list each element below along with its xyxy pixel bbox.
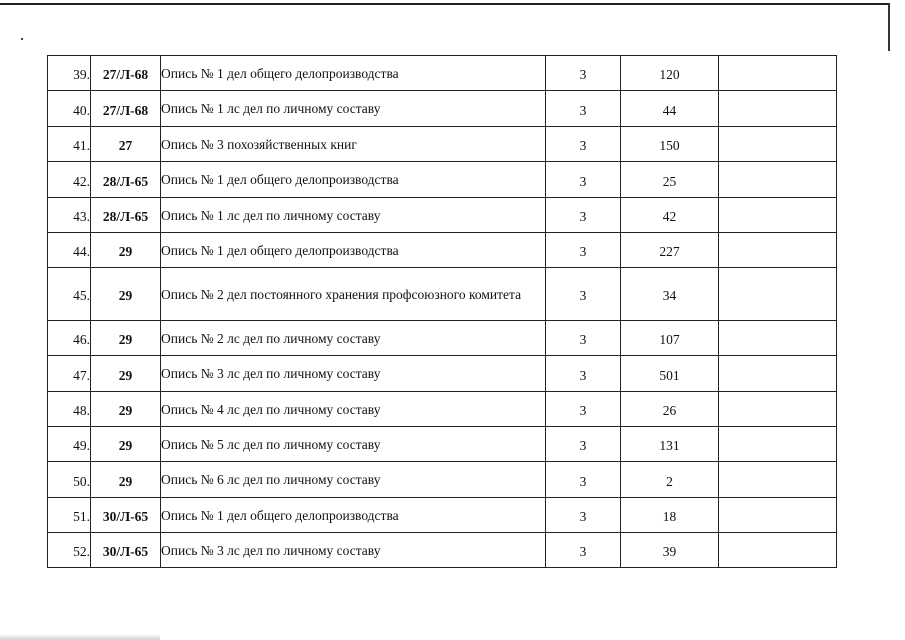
row-number-cell (48, 392, 91, 427)
row-number: 49. (73, 438, 90, 453)
fund-number: 30/Л-65 (102, 509, 149, 524)
row-number: 39. (73, 67, 90, 82)
inventory-name: Опись № 6 лс дел по личному составу (161, 462, 546, 498)
category-cell (546, 321, 621, 356)
count-cell (621, 127, 719, 162)
row-number-cell (48, 356, 91, 392)
table-row (48, 321, 837, 356)
category-value: 3 (579, 288, 587, 303)
row-number-cell (48, 127, 91, 162)
category-value: 3 (579, 244, 587, 259)
fund-number: 30/Л-65 (102, 544, 149, 559)
category-cell (546, 268, 621, 321)
count-cell (621, 321, 719, 356)
count-cell (621, 198, 719, 233)
fund-number: 29 (118, 438, 133, 453)
count-value: 25 (662, 173, 677, 189)
row-number-cell (48, 268, 91, 321)
category-cell (546, 462, 621, 498)
table-row (48, 356, 837, 392)
table-row (48, 198, 837, 233)
note-cell (719, 162, 837, 198)
row-number: 41. (73, 138, 90, 153)
count-value: 120 (659, 67, 680, 82)
count-cell (621, 56, 719, 91)
fund-number-cell (91, 127, 161, 162)
fund-number-cell (91, 162, 161, 198)
table-row (48, 268, 837, 321)
fund-number-cell (91, 392, 161, 427)
row-number-cell (48, 427, 91, 462)
fund-number-cell (91, 498, 161, 533)
category-value: 3 (579, 332, 587, 347)
note-cell (719, 198, 837, 233)
table-row (48, 233, 837, 268)
row-number: 44. (73, 244, 90, 259)
scan-speck (21, 38, 23, 40)
fund-number-cell (91, 91, 161, 127)
note-cell (719, 392, 837, 427)
fund-number: 29 (118, 244, 133, 259)
category-value: 3 (579, 438, 587, 453)
row-number-cell (48, 198, 91, 233)
row-number: 47. (73, 367, 90, 383)
table-row (48, 56, 837, 91)
fund-number-cell (91, 321, 161, 356)
fund-number-cell (91, 56, 161, 91)
table-row (48, 498, 837, 533)
note-cell (719, 233, 837, 268)
row-number: 50. (73, 473, 90, 489)
note-cell (719, 91, 837, 127)
count-value: 227 (659, 244, 680, 259)
row-number-cell (48, 233, 91, 268)
count-value: 39 (662, 544, 677, 559)
row-number: 46. (73, 332, 90, 347)
fund-number-cell (91, 268, 161, 321)
count-value: 42 (662, 209, 677, 224)
category-cell (546, 498, 621, 533)
inventory-name: Опись № 1 лс дел по личному составу (161, 198, 546, 233)
row-number-cell (48, 91, 91, 127)
note-cell (719, 127, 837, 162)
table-row (48, 162, 837, 198)
row-number-cell (48, 498, 91, 533)
category-cell (546, 198, 621, 233)
inventory-name: Опись № 4 лс дел по личному составу (161, 392, 546, 427)
scan-top-border (0, 3, 888, 5)
table-row (48, 127, 837, 162)
count-value: 501 (659, 367, 680, 383)
fund-number-cell (91, 462, 161, 498)
fund-number: 29 (118, 288, 133, 303)
row-number: 51. (73, 509, 90, 524)
scan-right-border (888, 3, 890, 51)
inventory-name: Опись № 1 дел общего делопроизводства (161, 498, 546, 533)
table-row (48, 427, 837, 462)
category-value: 3 (579, 367, 587, 383)
inventory-name: Опись № 3 лс дел по личному составу (161, 533, 546, 568)
fund-number-cell (91, 356, 161, 392)
note-cell (719, 462, 837, 498)
inventory-name: Опись № 2 лс дел по личному составу (161, 321, 546, 356)
note-cell (719, 56, 837, 91)
fund-number: 27/Л-68 (102, 102, 149, 118)
category-value: 3 (579, 473, 587, 489)
inventory-name: Опись № 5 лс дел по личному составу (161, 427, 546, 462)
count-value: 44 (662, 102, 677, 118)
fund-number-cell (91, 198, 161, 233)
inventory-name: Опись № 3 лс дел по личному составу (161, 356, 546, 392)
table-row (48, 392, 837, 427)
category-cell (546, 392, 621, 427)
fund-number: 29 (118, 403, 133, 418)
row-number: 48. (73, 403, 90, 418)
count-cell (621, 356, 719, 392)
row-number-cell (48, 162, 91, 198)
category-cell (546, 127, 621, 162)
category-value: 3 (579, 544, 587, 559)
count-value: 107 (659, 332, 680, 347)
inventory-name: Опись № 3 похозяйственных книг (161, 127, 546, 162)
row-number-cell (48, 533, 91, 568)
count-cell (621, 462, 719, 498)
count-cell (621, 162, 719, 198)
category-cell (546, 91, 621, 127)
fund-number: 29 (118, 473, 133, 489)
table-row (48, 462, 837, 498)
note-cell (719, 498, 837, 533)
count-cell (621, 533, 719, 568)
fund-number: 29 (118, 332, 133, 347)
count-cell (621, 498, 719, 533)
fund-number-cell (91, 427, 161, 462)
count-value: 131 (659, 438, 680, 453)
fund-number: 28/Л-65 (102, 209, 149, 224)
note-cell (719, 321, 837, 356)
count-value: 34 (662, 288, 677, 303)
category-value: 3 (579, 138, 587, 153)
category-cell (546, 233, 621, 268)
inventory-name: Опись № 1 дел общего делопроизводства (161, 56, 546, 91)
category-value: 3 (579, 102, 587, 118)
note-cell (719, 533, 837, 568)
count-value: 150 (659, 138, 680, 153)
row-number: 40. (73, 102, 90, 118)
row-number: 45. (73, 288, 90, 303)
row-number-cell (48, 56, 91, 91)
category-value: 3 (579, 173, 587, 189)
fund-number: 27/Л-68 (102, 67, 149, 82)
row-number: 52. (73, 544, 90, 559)
fund-number-cell (91, 533, 161, 568)
inventory-table (47, 55, 837, 568)
category-value: 3 (579, 209, 587, 224)
category-cell (546, 162, 621, 198)
note-cell (719, 356, 837, 392)
count-value: 2 (666, 473, 673, 489)
count-cell (621, 233, 719, 268)
inventory-name: Опись № 1 дел общего делопроизводства (161, 233, 546, 268)
table-row (48, 91, 837, 127)
category-cell (546, 533, 621, 568)
category-value: 3 (579, 509, 587, 524)
count-cell (621, 427, 719, 462)
count-cell (621, 268, 719, 321)
row-number-cell (48, 321, 91, 356)
count-value: 26 (662, 403, 677, 418)
row-number: 42. (73, 173, 90, 189)
category-value: 3 (579, 403, 587, 418)
category-cell (546, 56, 621, 91)
note-cell (719, 268, 837, 321)
fund-number: 29 (118, 367, 133, 383)
count-value: 18 (662, 509, 677, 524)
category-value: 3 (579, 67, 587, 82)
fund-number-cell (91, 233, 161, 268)
inventory-name: Опись № 1 лс дел по личному составу (161, 91, 546, 127)
note-cell (719, 427, 837, 462)
category-cell (546, 427, 621, 462)
inventory-name: Опись № 1 дел общего делопроизводства (161, 162, 546, 198)
fund-number: 27 (118, 138, 133, 153)
count-cell (621, 91, 719, 127)
count-cell (621, 392, 719, 427)
inventory-name: Опись № 2 дел постоянного хранения профсоюзного комитета (161, 268, 546, 321)
fund-number: 28/Л-65 (102, 173, 149, 189)
scan-bottom-shadow (0, 634, 160, 640)
row-number-cell (48, 462, 91, 498)
row-number: 43. (73, 209, 90, 224)
table-row (48, 533, 837, 568)
category-cell (546, 356, 621, 392)
